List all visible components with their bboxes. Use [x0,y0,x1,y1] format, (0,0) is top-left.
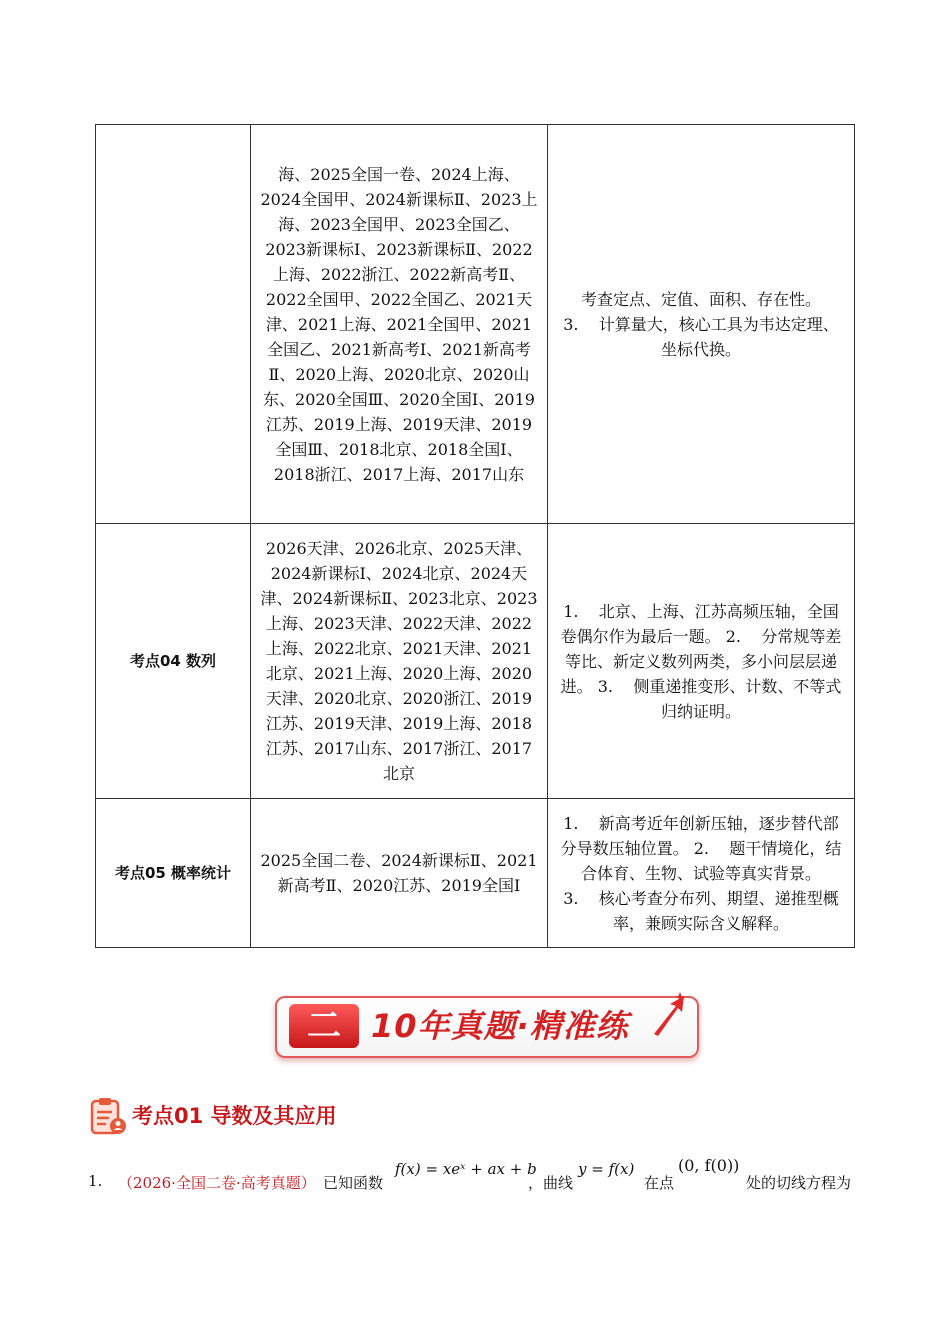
clipboard-icon [88,1096,128,1136]
topic-cell: 考点05 概率统计 [96,799,251,948]
point-item: 3. 核心考查分布列、期望、递推型概率，兼顾实际含义解释。 [563,888,839,933]
point-item: 3. 计算量大，核心工具为韦达定理、坐标代换。 [563,314,839,359]
question-text: 在点 [644,1174,675,1192]
point-item: 1. 新高考近年创新压轴，逐步替代部分导数压轴位置。 [560,813,839,858]
question-text: 已知函数 [323,1174,384,1192]
sources-cell: 海、2025全国一卷、2024上海、2024全国甲、2024新课标Ⅱ、2023上海、2023全国甲、2023全国乙、2023新课标Ⅰ、2023新课标Ⅱ、2022上海、2022浙江、2022新高考Ⅱ、2022全国甲、2022全国乙、2021天津、2021上海、2021全国甲、2021全国乙、2021新高考Ⅰ、2021新高考Ⅱ、2020上海、2020北京、2020山东、2020全国Ⅲ、2020全国Ⅰ、2019江苏、2019上海、2019天津、2019全国Ⅲ、2018北京、2018全国Ⅰ、2018浙江、2017上海、2017山东 [251,125,548,524]
points-cell [548,524,855,799]
section-banner [275,986,700,1066]
question-text: 处的切线方程为 [746,1174,852,1192]
point-item: 1. 北京、上海、江苏高频压轴，全国卷偶尔作为最后一题。 [560,601,839,646]
exam-topic-table [95,124,855,948]
points-cell [548,125,855,524]
banner-number: 二 [289,1004,359,1048]
formula: y = f(x) [578,1160,635,1178]
question-number: 1. [88,1172,103,1190]
table-row [96,524,855,799]
points-cell [548,799,855,948]
section-title: 考点01 导数及其应用 [132,1104,337,1128]
formula: f(x) = xeˣ + ax + b [395,1160,537,1178]
point-item: 考查定点、定值、面积、存在性。 [580,289,821,309]
arrow-sparkle-icon [650,990,690,1040]
formula: (0, f(0)) [678,1156,740,1175]
sources-cell: 2025全国二卷、2024新课标Ⅱ、2021新高考Ⅱ、2020江苏、2019全国Ⅰ [251,799,548,948]
point-item: 2. 题干情境化，结合体育、生物、试验等真实背景。 [580,838,842,883]
topic-cell: 考点04 数列 [96,524,251,799]
banner-title: 10年真题·精准练 [371,1007,629,1045]
point-item: 2. 分常规等差等比、新定义数列两类，多小问层层递进。 [560,626,842,696]
question-text: ，曲线 [528,1174,574,1192]
table-row [96,799,855,948]
sources-cell: 2026天津、2026北京、2025天津、2024新课标Ⅰ、2024北京、2024天津、2024新课标Ⅱ、2023北京、2023上海、2023天津、2022天津、2022上海、2022北京、2021天津、2021北京、2021上海、2020上海、2020天津、2020北京、2020浙江、2019江苏、2019天津、2019上海、2018江苏、2017山东、2017浙江、2017北京 [251,524,548,799]
point-item: 3. 侧重递推变形、计数、不等式归纳证明。 [597,676,842,721]
topic-cell [96,125,251,524]
table-row [96,125,855,524]
question-source: （2026·全国二卷·高考真题） [118,1174,316,1192]
